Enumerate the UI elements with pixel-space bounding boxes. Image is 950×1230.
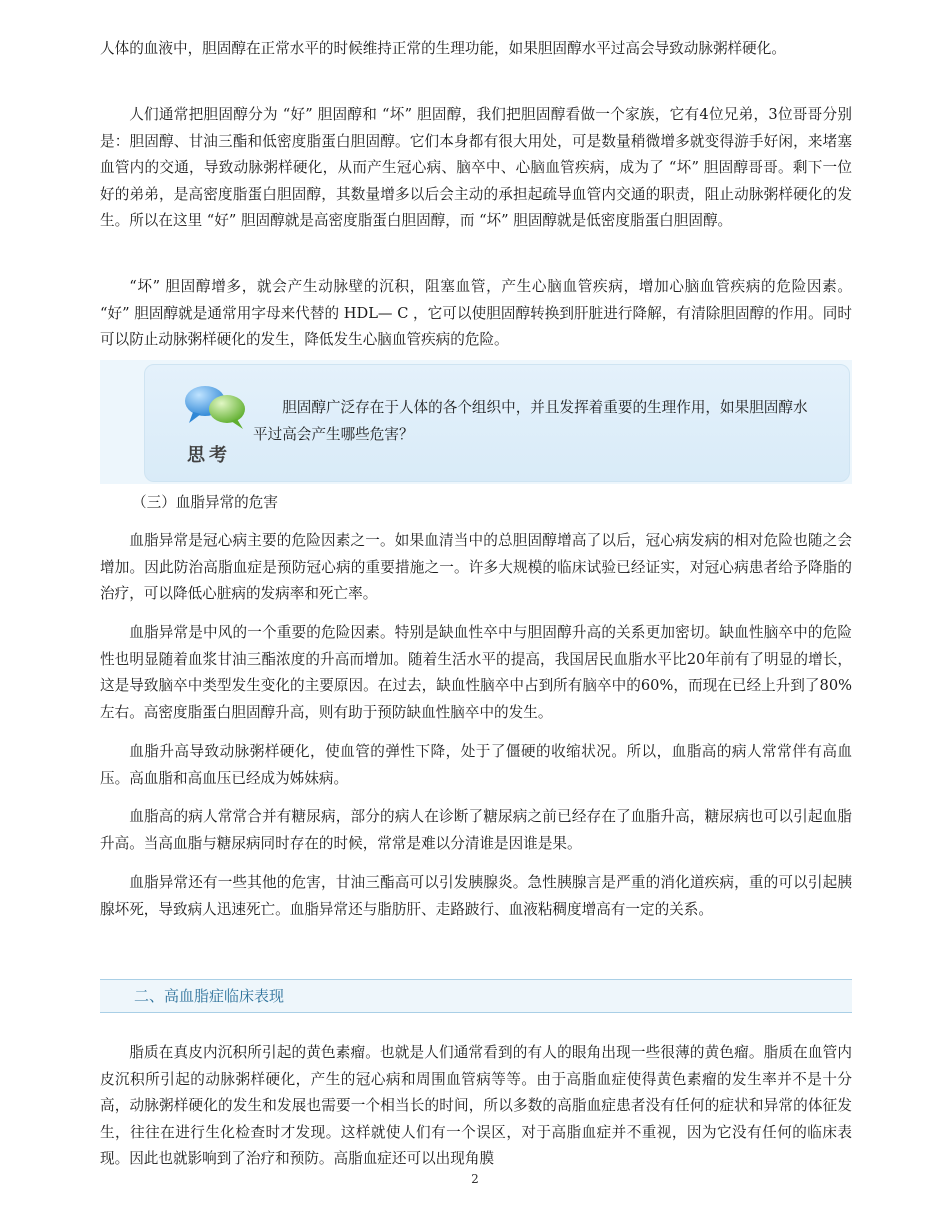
paragraph-5: 血脂异常是中风的一个重要的危险因素。特别是缺血性卒中与胆固醇升高的关系更加密切。缺血性脑卒中的危险性也明显随着血浆甘油三酯浓度的升高而增加。随着生活水平的提高，我国居民血脂水平比20年前有了明显的增长，这是导致脑卒中类型发生变化的主要原因。在过去，缺血性脑卒中占到所有脑卒中的60%，而现在已经上升到了80%左右。高密度脂蛋白胆固醇升高，则有助于预防缺血性脑卒中的发生。 — [100, 624, 852, 721]
page-number: 2 — [471, 1172, 479, 1186]
think-box — [100, 360, 852, 484]
section-heading: 二、高血脂症临床表现 — [134, 987, 285, 1005]
speech-bubbles-icon — [181, 383, 251, 433]
think-label: 思考 — [187, 445, 231, 466]
think-box-panel — [144, 364, 850, 482]
paragraph-2: 人们通常把胆固醇分为 “好” 胆固醇和 “坏” 胆固醇，我们把胆固醇看做一个家族，它有4位兄弟，3位哥哥分别是：胆固醇、甘油三酯和低密度脂蛋白胆固醇。它们本身都有很大用处，可是数量稍微增多就变得游手好闲，来堵塞血管内的交通，导致动脉粥样硬化，从而产生冠心病、脑卒中、心脑血管疾病，成为了 “坏” 胆固醇哥哥。剩下一位好的弟弟，是高密度脂蛋白胆固醇，其数量增多以后会主动的承担起疏导血管内交通的职责，阻止动脉粥样硬化的发生。所以在这里 “好” 胆固醇就是高密度脂蛋白胆固醇，而 “坏” 胆固醇就是低密度脂蛋白胆固醇。 — [100, 106, 852, 229]
paragraph-9: 脂质在真皮内沉积所引起的黄色素瘤。也就是人们通常看到的有人的眼角出现一些很薄的黄色瘤。脂质在血管内皮沉积所引起的动脉粥样硬化，产生的冠心病和周围血管病等等。由于高脂血症使得黄色素瘤的发生率并不是十分高，动脉粥样硬化的发生和发展也需要一个相当长的时间，所以多数的高脂血症患者没有任何的症状和异常的体征发生，往往在进行生化检查时才发现。这样就使人们有一个误区，对于高脂血症并不重视，因为它没有任何的临床表现。因此也就影响到了治疗和预防。高脂血症还可以出现角膜 — [100, 1044, 852, 1167]
paragraph-3: “坏” 胆固醇增多，就会产生动脉壁的沉积，阻塞血管，产生心脑血管疾病，增加心脑血管疾病的危险因素。 “好” 胆固醇就是通常用字母来代替的 HDL— C ，它可以使胆固醇转换到肝脏进行降解，有清除胆固醇的作用。同时可以防止动脉粥样硬化的发生，降低发生心脑血管疾病的危险。 — [100, 278, 852, 348]
paragraph-8: 血脂异常还有一些其他的危害，甘油三酯高可以引发胰腺炎。急性胰腺言是严重的消化道疾病，重的可以引起胰腺坏死，导致病人迅速死亡。血脂异常还与脂肪肝、走路跛行、血液粘稠度增高有一定的关系。 — [100, 874, 852, 918]
paragraph-4: 血脂异常是冠心病主要的危险因素之一。如果血清当中的总胆固醇增高了以后，冠心病发病的相对危险也随之会增加。因此防治高脂血症是预防冠心病的重要措施之一。许多大规模的临床试验已经证实，对冠心病患者给予降脂的治疗，可以降低心脏病的发病率和死亡率。 — [100, 532, 852, 602]
paragraph-6: 血脂升高导致动脉粥样硬化，使血管的弹性下降，处于了僵硬的收缩状况。所以，血脂高的病人常常伴有高血压。高血脂和高血压已经成为姊妹病。 — [100, 743, 852, 787]
section-heading-bar — [100, 979, 852, 1013]
paragraph-1: 人体的血液中，胆固醇在正常水平的时候维持正常的生理功能，如果胆固醇水平过高会导致动脉粥样硬化。 — [100, 40, 786, 57]
think-question: 胆固醇广泛存在于人体的各个组织中，并且发挥着重要的生理作用，如果胆固醇水平过高会产生哪些危害？ — [253, 399, 808, 443]
sub-heading: （三）血脂异常的危害 — [132, 494, 278, 511]
paragraph-7: 血脂高的病人常常合并有糖尿病，部分的病人在诊断了糖尿病之前已经存在了血脂升高，糖尿病也可以引起血脂升高。当高血脂与糖尿病同时存在的时候，常常是难以分清谁是因谁是果。 — [100, 808, 852, 852]
